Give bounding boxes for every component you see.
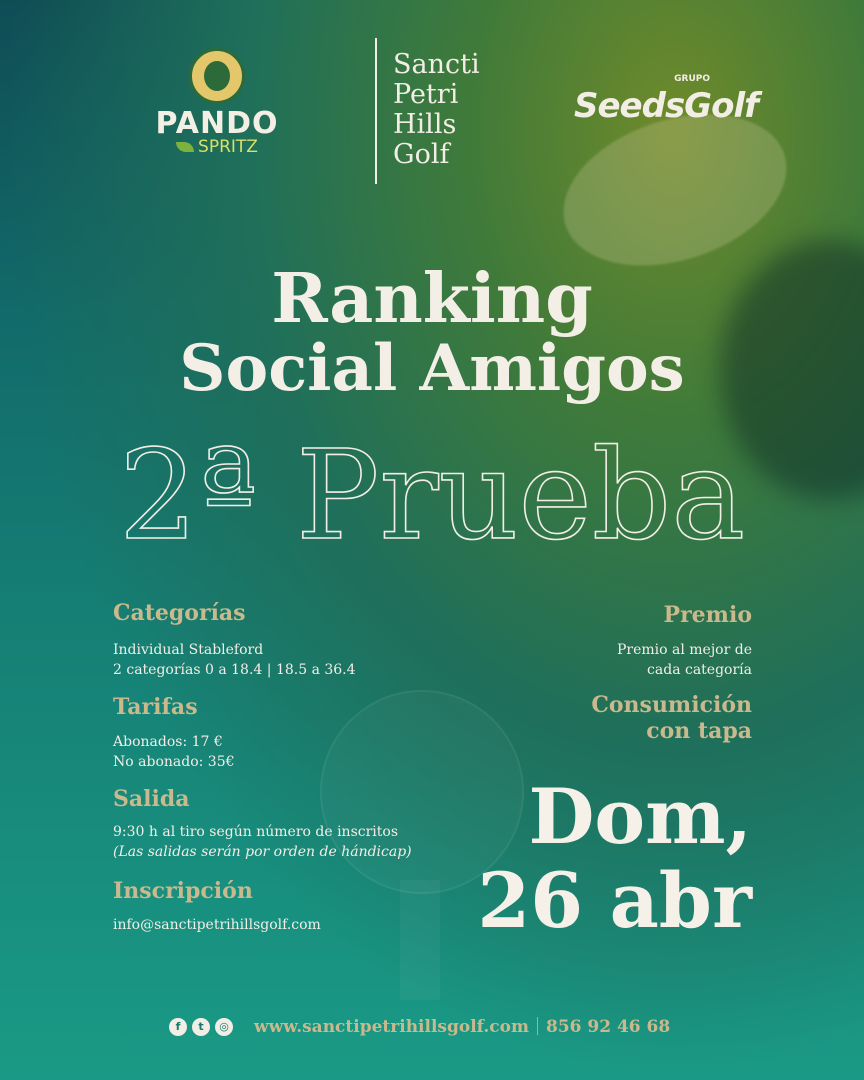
footer-contact [254,1017,670,1037]
footer-divider [537,1017,538,1035]
premio-line: Premio al mejor de [616,642,752,658]
twitter-icon[interactable]: t [192,1018,210,1036]
sancti-petri-logo [375,38,493,184]
categorias-body [113,640,356,680]
premio-line: cada categoría [647,662,752,678]
date-day: Dom, [528,772,752,861]
premio-heading: Premio [663,602,752,628]
pando-logo-word: PANDO [155,106,279,141]
headline-ranking: Ranking [271,259,593,339]
website-link[interactable]: www.sanctipetrihillsgolf.com [254,1017,529,1037]
sancti-line: Golf [393,139,450,170]
inscripcion-heading: Inscripción [113,878,253,904]
inscripcion-email[interactable]: info@sanctipetrihillsgolf.com [113,917,321,933]
consumicion-block [591,692,752,744]
pando-badge-icon [189,48,245,104]
leaf-icon [176,142,194,152]
tarifas-body [113,732,235,772]
facebook-icon[interactable]: f [169,1018,187,1036]
salida-line: 9:30 h al tiro según número de inscritos [113,824,399,840]
seeds-golf-logo [574,74,758,144]
salida-note: (Las salidas serán por orden de hándicap) [113,844,412,860]
premio-body [617,640,752,680]
seeds-logo-word: SeedsGolf [574,86,758,126]
phone-number[interactable]: 856 92 46 68 [545,1017,671,1037]
pando-spritz-logo [152,48,282,178]
sancti-logo-text [393,50,480,170]
tarifas-line: No abonado: 35€ [113,754,235,770]
instagram-icon[interactable]: ◎ [215,1018,233,1036]
tarifas-heading: Tarifas [113,694,198,720]
headline-social-amigos: Social Amigos [179,331,685,406]
seeds-grupo-label: GRUPO [674,74,710,84]
sancti-line: Hills [393,109,457,140]
categorias-line: Individual Stableford [113,642,264,658]
salida-heading: Salida [113,786,190,812]
consumicion-line: con tapa [646,718,752,744]
categorias-heading: Categorías [113,600,246,626]
background-tee [400,880,440,1000]
tarifas-line: Abonados: 17 € [113,734,223,750]
salida-body [113,822,412,862]
categorias-line: 2 categorías 0 a 18.4 | 18.5 a 36.4 [113,662,356,678]
headline-prueba: 2ª Prueba [118,424,746,568]
date-daymonth: 26 abr [477,856,752,945]
sancti-line: Sancti [393,49,480,80]
spritz-label: SPRITZ [198,137,258,157]
sancti-line: Petri [393,79,459,110]
sancti-logo-bar [375,38,377,184]
footer [0,1014,864,1044]
consumicion-line: Consumición [591,692,752,718]
